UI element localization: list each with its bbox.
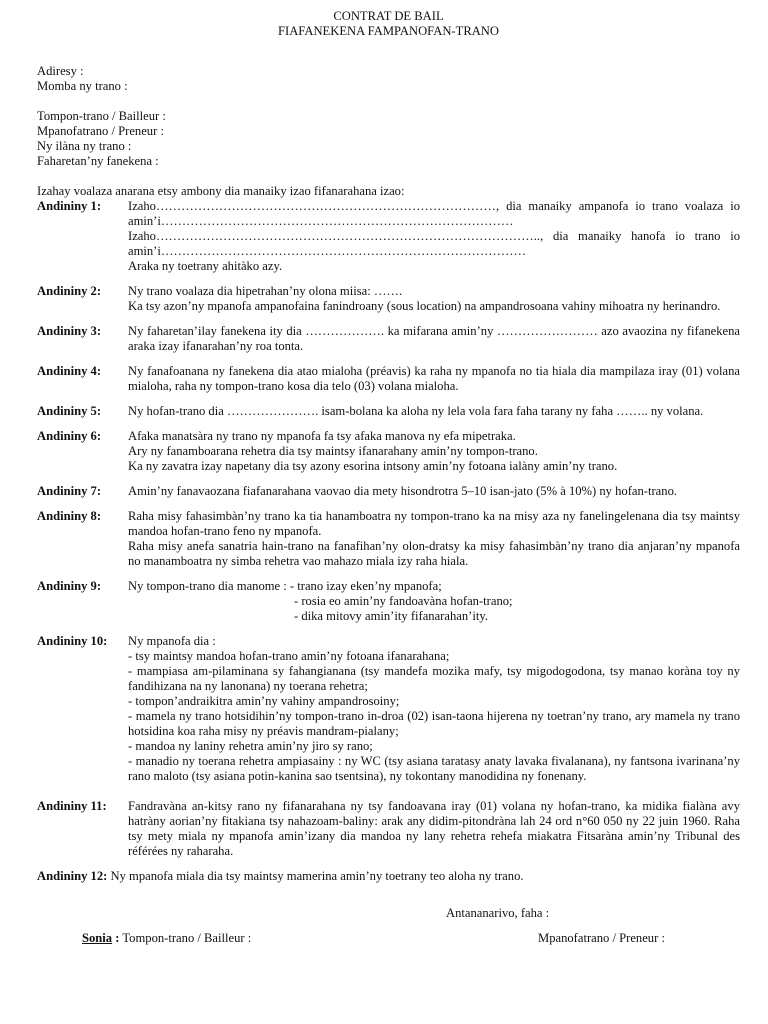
article-10	[37, 634, 740, 784]
article-subline: - rosia eo amin’ny fandoavàna hofan-trano;	[294, 594, 513, 608]
article-body	[128, 404, 740, 419]
article-line: Izaho……………………………………………………………………………….., dia manaiky hanofa io trano io amin’i……………………………………………………………………………	[128, 229, 740, 258]
article-body	[128, 199, 740, 274]
article-line: Ny faharetan’ilay fanekena ity dia ………………. ka mifarana amin’ny …………………… azo avaozina ny fifanekena araka izay ifanarahan’ny roa tonta.	[128, 324, 740, 353]
title-line-1: CONTRAT DE BAIL	[333, 9, 444, 23]
article-body	[128, 509, 740, 569]
document-title	[37, 9, 740, 39]
article-line: Raha misy anefa sanatria hain-trano na fanafihan’ny olon-dratsy ka misy fahasimbàn’ny trano dia anjaran’ny mpanofa no manamboatra ny simba rehetra vao mahazo miala izy raha hiala.	[128, 539, 740, 568]
article-label: Andininy 7:	[37, 484, 102, 498]
place-date: Antananarivo, faha :	[446, 906, 550, 920]
article-label: Andininy 3:	[37, 324, 102, 338]
article-1	[37, 199, 740, 274]
article-2	[37, 284, 740, 314]
article-4	[37, 364, 740, 394]
article-line: Afaka manatsàra ny trano ny mpanofa fa tsy afaka manova ny efa mipetraka.	[128, 429, 516, 443]
article-body	[128, 634, 740, 784]
article-line: Ny trano voalaza dia hipetrahan’ny olona miisa: …….	[128, 284, 403, 298]
article-line: Amin’ny fanavaozana fiafanarahana vaovao dia mety hisondrotra 5–10 isan-jato (5% à 10%) ny hofan-trano.	[128, 484, 678, 498]
article-line: - mampiasa am-pilaminana sy fahangianana (tsy mandefa mozika mafy, tsy migodogodona, tsy manao koràna toy ny fandihizana na ny lanonana) ny toerana rehetra;	[128, 664, 740, 693]
article-text: Ny mpanofa miala dia tsy maintsy mamerina amin’ny toetrany teo aloha ny trano.	[107, 869, 524, 883]
article-label: Andininy 4:	[37, 364, 102, 378]
field-momba: Momba ny trano :	[37, 79, 128, 93]
field-ilana: Ny ilàna ny trano :	[37, 139, 132, 153]
article-line: Fandravàna an-kitsy rano ny fifanarahana ny tsy fandoavana iray (01) volana ny hofan-trano, ka midika fialàna avy hatràny aorian’ny fitakiana tsy nahazoam-baliny: arak any didim-pitondràna lah 24 ord n°60 050 ny 22 juin 1960. Raha tsy mety miala ny mpanofa amin’izany dia mandoa ny lany rehetra rehefa miakatra Fitsaràna amin’ny Tribunal des référées ny raharaha.	[128, 799, 740, 858]
article-6	[37, 429, 740, 474]
article-line: - mamela ny trano hotsidihin’ny tompon-trano in-droa (02) isan-taona hijerena ny toetran’ny trano, ary mamela ny trano hotsidina koa raha misy ny préavis mandram-pialany;	[128, 709, 740, 738]
article-body	[128, 364, 740, 394]
article-label: Andininy 5:	[37, 404, 102, 418]
article-subline: - dika mitovy amin’ity fifanarahan’ity.	[294, 609, 488, 623]
article-line: Araka ny toetrany ahitàko azy.	[128, 259, 283, 273]
articles-list	[37, 199, 740, 859]
article-line: Ny fanafoanana ny fanekena dia atao mialoha (préavis) ka raha ny mpanofa no tia hiala dia mampilaza iray (01) volana mialoha, raha ny tompon-trano kosa dia telo (03) volana mialoha.	[128, 364, 740, 393]
field-preneur: Mpanofatrano / Preneur :	[37, 124, 164, 138]
article-line: Raha misy fahasimbàn’ny trano ka tia hanamboatra ny tompon-trano ka na misy aza ny fanelingelenana dia tsy maintsy mandoa hofan-trano feno ny mpanofa.	[128, 509, 740, 538]
intro-text: Izahay voalaza anarana etsy ambony dia manaiky izao fifanarahana izao:	[37, 184, 405, 198]
article-label: Andininy 8:	[37, 509, 102, 523]
article-label: Andininy 10:	[37, 634, 108, 648]
article-line: Ny tompon-trano dia manome : - trano izay eken’ny mpanofa;	[128, 579, 442, 593]
article-line: - mandoa ny laniny rehetra amin’ny jiro sy rano;	[128, 739, 373, 753]
article-body	[128, 484, 740, 499]
article-line: - tompon’andraikitra amin’ny vahiny ampandrosoiny;	[128, 694, 400, 708]
article-label: Andininy 2:	[37, 284, 102, 298]
article-9	[37, 579, 740, 624]
article-7	[37, 484, 740, 499]
article-body	[128, 579, 740, 624]
title-line-2: FIAFANEKENA FAMPANOFAN-TRANO	[278, 24, 499, 38]
article-8	[37, 509, 740, 569]
signature-left	[82, 931, 251, 946]
article-label: Andininy 1:	[37, 199, 102, 213]
article-11	[37, 799, 740, 859]
article-body	[128, 324, 740, 354]
article-label: Andininy 6:	[37, 429, 102, 443]
article-label: Andininy 12:	[37, 869, 108, 883]
article-line: Ny hofan-trano dia …………………. isam-bolana ka aloha ny lela vola fara faha tarany ny faha …….. ny volana.	[128, 404, 704, 418]
signature-bailleur: Tompon-trano / Bailleur :	[119, 931, 252, 945]
sonia-colon: :	[112, 931, 120, 945]
contract-page	[37, 9, 740, 894]
article-body	[128, 429, 740, 474]
article-body	[128, 284, 740, 314]
article-line: Ary ny fanamboarana rehetra dia tsy maintsy ifanarahany amin’ny tompon-trano.	[128, 444, 538, 458]
article-body	[128, 799, 740, 859]
article-line: Izaho………………………………………………………………………, dia manaiky ampanofa io trano voalaza io amin’i…………………………………………………………………………	[128, 199, 740, 228]
article-line: Ka ny zavatra izay napetany dia tsy azony esorina intsony amin’ny fotoana ialàny amin’ny trano.	[128, 459, 618, 473]
field-faharetana: Faharetan’ny fanekena :	[37, 154, 159, 168]
article-12	[37, 869, 740, 884]
field-adiresy: Adiresy :	[37, 64, 84, 78]
article-line: - tsy maintsy mandoa hofan-trano amin’ny fotoana ifanarahana;	[128, 649, 450, 663]
article-3	[37, 324, 740, 354]
field-bailleur: Tompon-trano / Bailleur :	[37, 109, 166, 123]
article-label: Andininy 11:	[37, 799, 107, 813]
article-5	[37, 404, 740, 419]
sonia-label: Sonia	[82, 931, 113, 945]
article-label: Andininy 9:	[37, 579, 102, 593]
article-line: Ny mpanofa dia :	[128, 634, 216, 648]
article-line: Ka tsy azon’ny mpanofa ampanofaina fanindroany (sous location) na ampandrosoana vahiny mihoatra ny herinandro.	[128, 299, 721, 313]
article-line: - manadio ny toerana rehetra ampiasainy : ny WC (tsy asiana taratasy anaty lavaka fivalanana), ny fantsona ivarinana’ny rano maloto (tsy asiana potin-kanina sao tsentsina), ny tokontany manodidina ny fonenany.	[128, 754, 740, 783]
signature-preneur: Mpanofatrano / Preneur :	[538, 931, 665, 945]
